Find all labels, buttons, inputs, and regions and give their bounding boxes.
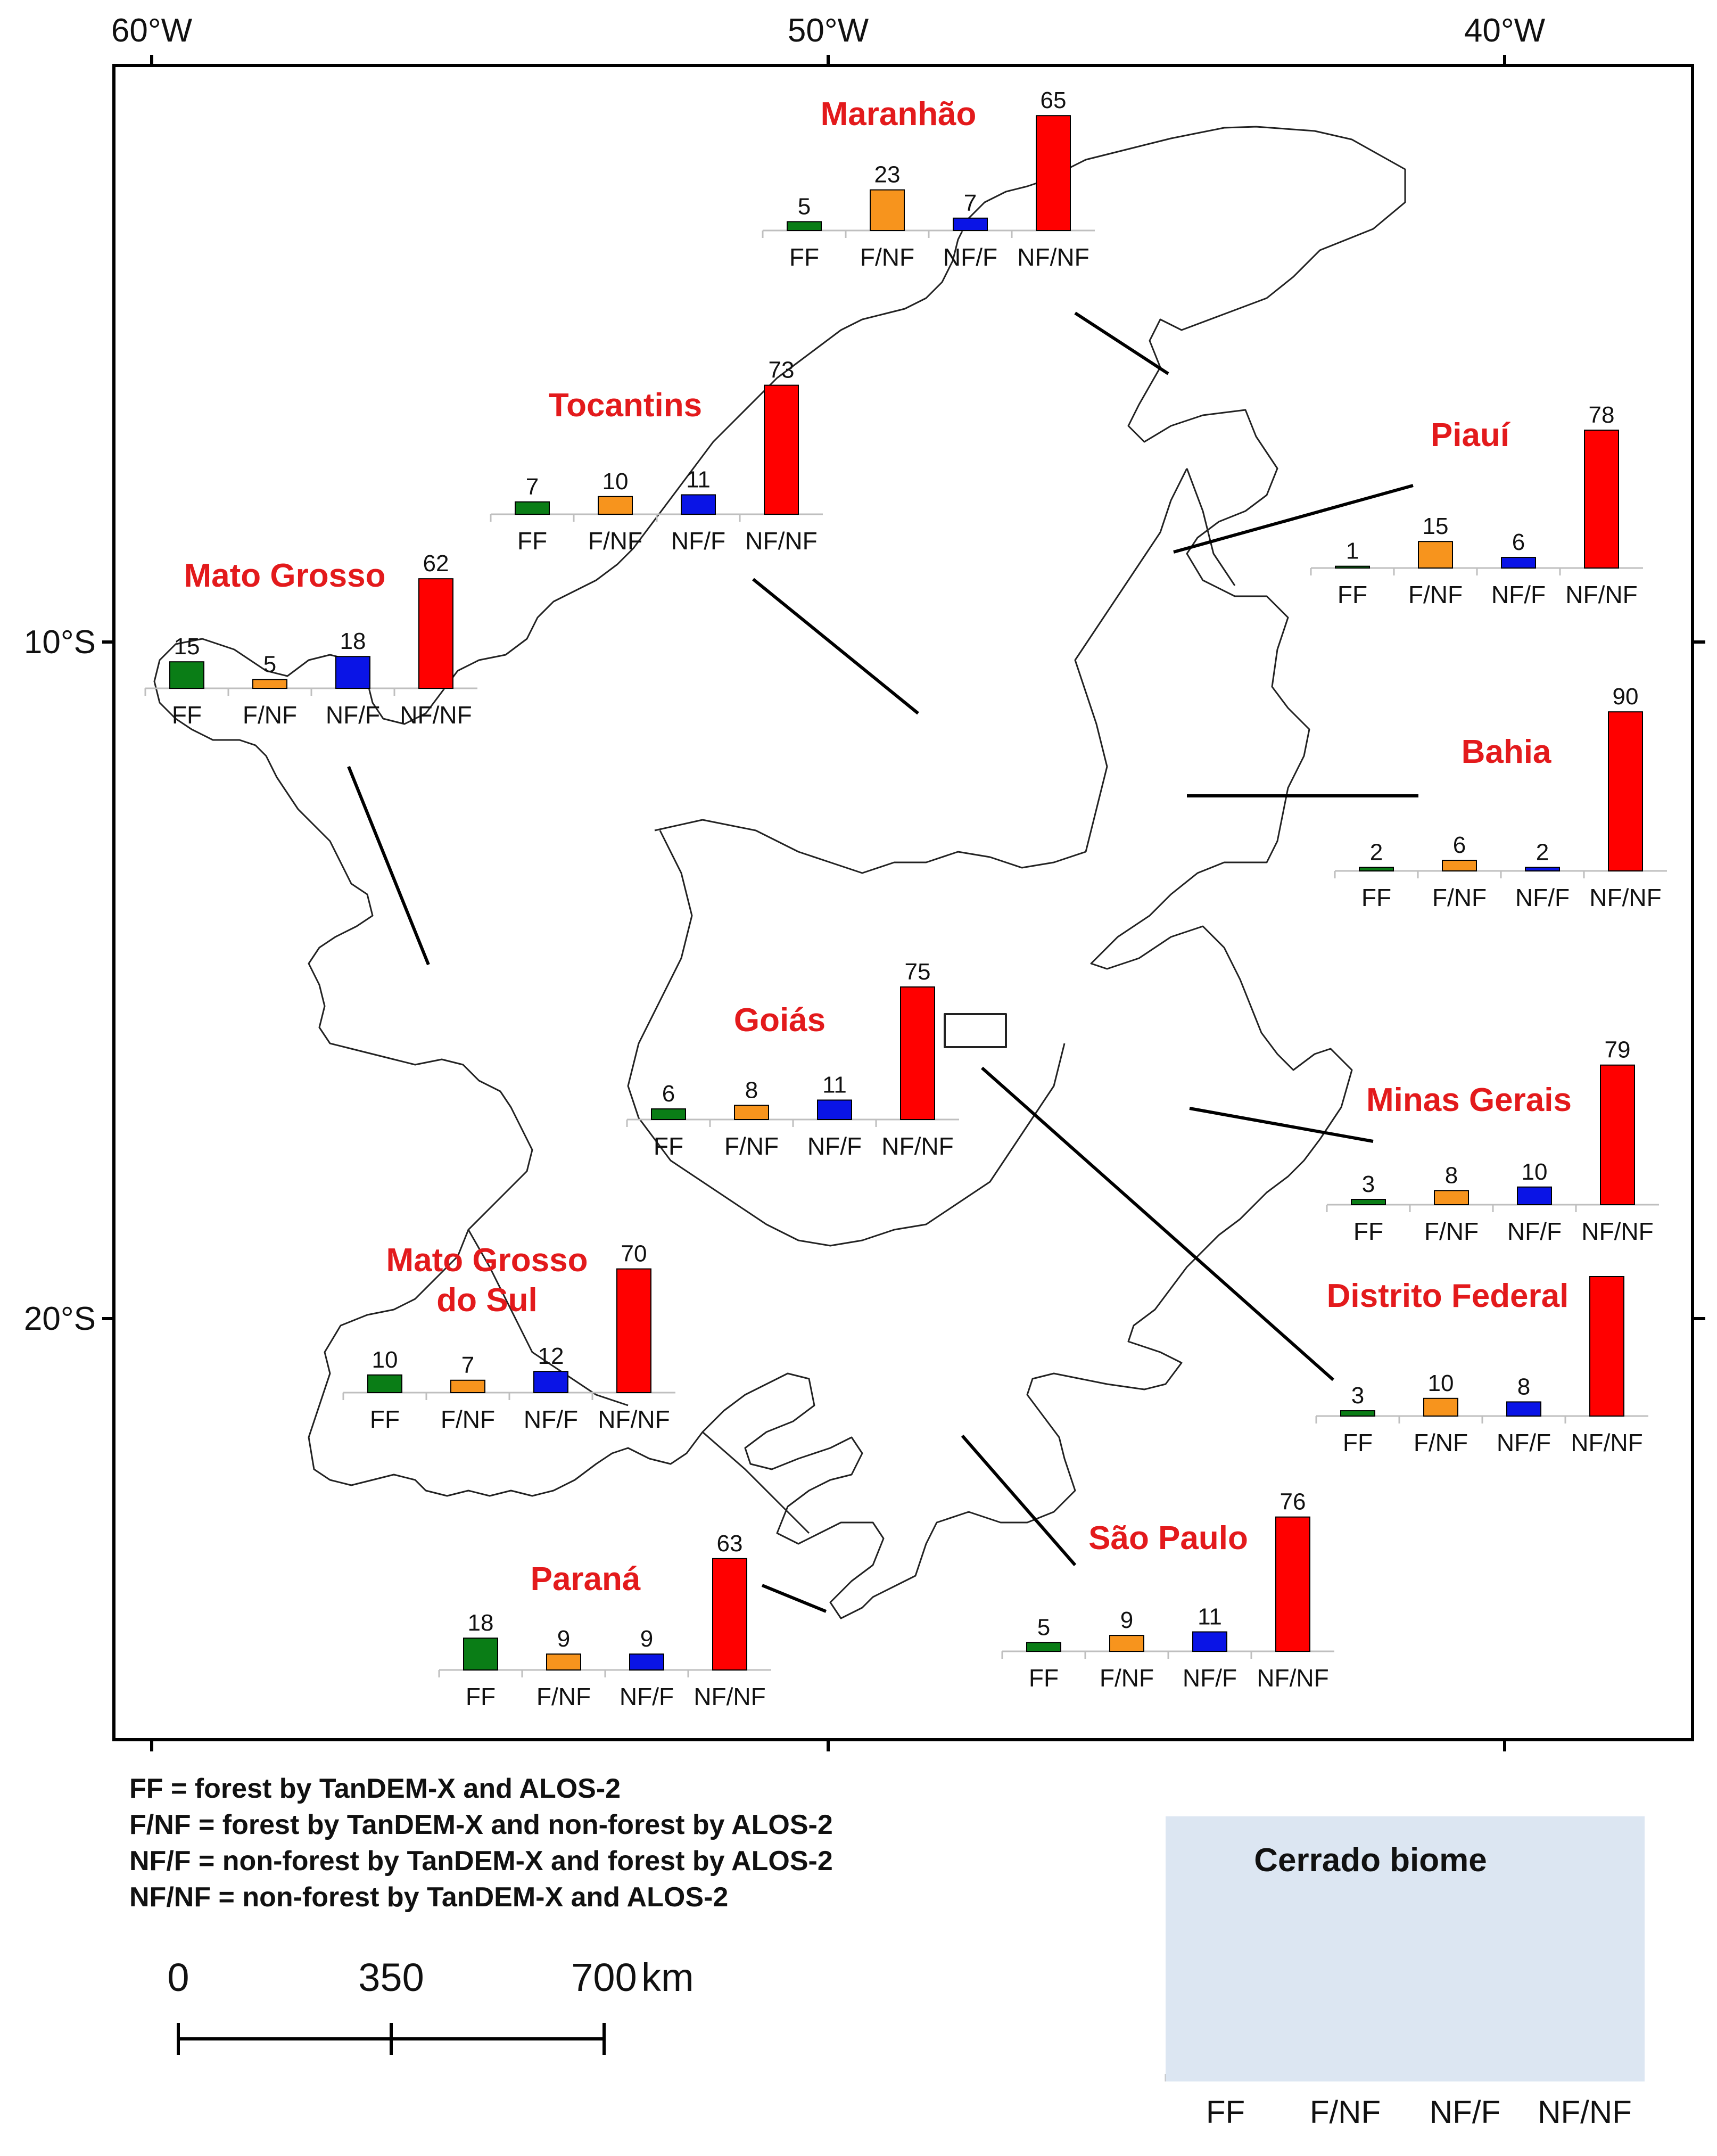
scale-bar xyxy=(167,1955,694,2055)
bar-sao-paulo-1 xyxy=(1110,1635,1144,1651)
bar-value-distrito-federal-2: 8 xyxy=(1517,1373,1531,1400)
category-label-cerrado-biome-3: NF/NF xyxy=(1538,2094,1632,2130)
bar-bahia-0 xyxy=(1359,867,1393,871)
category-label-maranhao-1: F/NF xyxy=(860,243,915,271)
bar-value-maranhao-0: 5 xyxy=(797,193,811,220)
bar-parana-3 xyxy=(713,1559,747,1670)
category-label-maranhao-3: NF/NF xyxy=(1017,243,1089,271)
category-label-distrito-federal-0: FF xyxy=(1342,1429,1373,1456)
bar-value-distrito-federal-0: 3 xyxy=(1351,1383,1365,1409)
scale-bar-line xyxy=(178,2023,604,2055)
bar-distrito-federal-3 xyxy=(1590,1277,1624,1416)
lat-label-10s: 10°S xyxy=(23,624,96,661)
bar-value-parana-3: 63 xyxy=(716,1530,743,1557)
state-label-sao-paulo: São Paulo xyxy=(1088,1520,1248,1557)
legend-line-ff: FF = forest by TanDEM-X and ALOS-2 xyxy=(129,1773,621,1804)
category-label-distrito-federal-2: NF/F xyxy=(1496,1429,1551,1456)
category-label-bahia-0: FF xyxy=(1361,884,1392,911)
lon-label-60w: 60°W xyxy=(111,12,193,49)
bar-value-minas-gerais-1: 8 xyxy=(1444,1162,1458,1189)
definitions-legend xyxy=(129,1773,833,1913)
bar-value-mato-grosso-do-sul-3: 70 xyxy=(621,1240,647,1267)
state-label-bahia: Bahia xyxy=(1461,734,1551,770)
bar-tocantins-1 xyxy=(598,497,632,514)
bar-value-goias-0: 6 xyxy=(662,1081,675,1107)
category-label-piaui-1: F/NF xyxy=(1408,581,1463,608)
bar-value-parana-1: 9 xyxy=(557,1626,571,1652)
category-label-parana-1: F/NF xyxy=(536,1683,591,1710)
bar-value-sao-paulo-1: 9 xyxy=(1120,1607,1134,1634)
state-label-mato-grosso: Mato Grosso xyxy=(184,557,386,594)
bar-parana-1 xyxy=(547,1654,581,1670)
category-label-bahia-2: NF/F xyxy=(1515,884,1570,911)
bar-minas-gerais-3 xyxy=(1600,1065,1635,1205)
bar-goias-1 xyxy=(734,1105,769,1120)
category-label-tocantins-1: F/NF xyxy=(588,527,643,555)
category-label-mato-grosso-do-sul-3: NF/NF xyxy=(598,1405,670,1433)
bar-value-goias-1: 8 xyxy=(745,1077,758,1104)
state-label-minas-gerais: Minas Gerais xyxy=(1366,1082,1572,1118)
bar-minas-gerais-1 xyxy=(1434,1190,1468,1205)
bar-distrito-federal-2 xyxy=(1507,1402,1541,1416)
bar-value-goias-3: 75 xyxy=(904,959,931,985)
bar-distrito-federal-1 xyxy=(1424,1398,1458,1416)
category-label-sao-paulo-2: NF/F xyxy=(1182,1664,1237,1692)
bar-minas-gerais-0 xyxy=(1351,1199,1385,1205)
state-label-distrito-federal: Distrito Federal xyxy=(1326,1278,1569,1314)
bar-value-bahia-1: 6 xyxy=(1452,832,1466,859)
bar-sao-paulo-0 xyxy=(1027,1642,1061,1651)
bar-value-sao-paulo-2: 11 xyxy=(1198,1603,1222,1630)
category-label-mato-grosso-3: NF/NF xyxy=(400,701,472,729)
state-label-goias: Goiás xyxy=(733,1002,826,1039)
category-label-sao-paulo-0: FF xyxy=(1028,1664,1059,1692)
category-label-distrito-federal-3: NF/NF xyxy=(1571,1429,1643,1456)
category-label-cerrado-biome-0: FF xyxy=(1206,2094,1245,2130)
bar-value-mato-grosso-do-sul-1: 7 xyxy=(461,1352,475,1378)
bar-value-piaui-2: 6 xyxy=(1512,529,1525,556)
bar-value-bahia-0: 2 xyxy=(1369,839,1383,866)
bar-maranhao-1 xyxy=(870,190,904,231)
bar-tocantins-3 xyxy=(764,385,798,514)
cerrado-biome-title: Cerrado biome xyxy=(1254,1842,1487,1879)
bar-goias-3 xyxy=(901,987,935,1120)
bar-tocantins-2 xyxy=(681,495,715,514)
bar-mato-grosso-do-sul-2 xyxy=(534,1371,568,1393)
bar-value-minas-gerais-0: 3 xyxy=(1361,1171,1375,1198)
category-label-cerrado-biome-1: F/NF xyxy=(1309,2094,1381,2130)
bar-value-mato-grosso-3: 62 xyxy=(423,550,449,577)
bar-value-tocantins-0: 7 xyxy=(525,473,539,500)
lon-label-50w: 50°W xyxy=(787,12,869,49)
scale-unit-label: km xyxy=(641,1955,694,1999)
bar-sao-paulo-3 xyxy=(1276,1517,1310,1651)
bar-maranhao-3 xyxy=(1036,116,1070,231)
bar-sao-paulo-2 xyxy=(1193,1632,1227,1651)
category-label-distrito-federal-1: F/NF xyxy=(1413,1429,1468,1456)
state-label-ms-line2: do Sul xyxy=(436,1282,538,1319)
bar-mato-grosso-3 xyxy=(419,579,453,688)
bar-value-maranhao-2: 7 xyxy=(963,190,977,216)
bar-value-piaui-1: 15 xyxy=(1422,513,1449,540)
scale-tick-label-0: 0 xyxy=(167,1955,189,1999)
category-label-goias-3: NF/NF xyxy=(881,1132,954,1160)
category-label-parana-3: NF/NF xyxy=(694,1683,766,1710)
category-label-minas-gerais-1: F/NF xyxy=(1424,1217,1479,1245)
bar-value-bahia-2: 2 xyxy=(1536,839,1549,866)
category-label-tocantins-3: NF/NF xyxy=(745,527,818,555)
bar-value-goias-2: 11 xyxy=(822,1072,847,1098)
state-label-ms-line1: Mato Grosso xyxy=(386,1242,588,1279)
category-label-bahia-3: NF/NF xyxy=(1589,884,1662,911)
lat-label-20s: 20°S xyxy=(23,1301,96,1337)
bar-mato-grosso-do-sul-0 xyxy=(368,1375,402,1393)
lon-label-40w: 40°W xyxy=(1464,12,1546,49)
bar-goias-2 xyxy=(818,1100,852,1120)
scale-tick-label-700: 700 xyxy=(571,1955,637,1999)
category-label-mato-grosso-do-sul-2: NF/F xyxy=(523,1405,579,1433)
bar-mato-grosso-2 xyxy=(336,656,370,688)
bar-bahia-1 xyxy=(1442,860,1476,871)
legend-line-nff: NF/F = non-forest by TanDEM-X and forest by ALOS-2 xyxy=(129,1846,833,1877)
bar-value-minas-gerais-2: 10 xyxy=(1521,1158,1548,1185)
category-label-minas-gerais-2: NF/F xyxy=(1507,1217,1562,1245)
category-label-piaui-2: NF/F xyxy=(1491,581,1546,608)
bar-value-maranhao-3: 65 xyxy=(1040,87,1067,114)
bar-parana-0 xyxy=(464,1638,498,1670)
legend-line-nfnf: NF/NF = non-forest by TanDEM-X and ALOS-2 xyxy=(129,1882,729,1913)
bar-value-sao-paulo-0: 5 xyxy=(1037,1614,1051,1641)
legend-line-fnf: F/NF = forest by TanDEM-X and non-forest by ALOS-2 xyxy=(129,1809,833,1840)
bar-value-tocantins-2: 11 xyxy=(686,466,711,493)
category-label-sao-paulo-1: F/NF xyxy=(1099,1664,1154,1692)
category-label-mato-grosso-1: F/NF xyxy=(242,701,298,729)
bar-piaui-0 xyxy=(1335,566,1369,568)
state-label-tocantins: Tocantins xyxy=(548,387,703,424)
bar-bahia-2 xyxy=(1525,867,1559,871)
category-label-mato-grosso-0: FF xyxy=(171,701,202,729)
state-label-piaui: Piauí xyxy=(1430,417,1510,454)
bar-value-tocantins-1: 10 xyxy=(602,468,629,495)
bar-mato-grosso-0 xyxy=(170,662,204,688)
bar-distrito-federal-0 xyxy=(1341,1411,1375,1416)
bar-mato-grosso-1 xyxy=(253,679,287,688)
bar-piaui-2 xyxy=(1501,557,1536,568)
bar-value-distrito-federal-1: 10 xyxy=(1427,1370,1454,1396)
category-label-parana-0: FF xyxy=(465,1683,496,1710)
category-label-minas-gerais-0: FF xyxy=(1353,1217,1384,1245)
bar-tocantins-0 xyxy=(515,502,549,514)
scale-tick-label-350: 350 xyxy=(358,1955,424,1999)
category-label-tocantins-2: NF/F xyxy=(671,527,726,555)
bar-value-piaui-0: 1 xyxy=(1345,538,1359,564)
bar-value-sao-paulo-3: 76 xyxy=(1280,1488,1306,1515)
bar-maranhao-0 xyxy=(787,221,821,231)
category-label-mato-grosso-2: NF/F xyxy=(325,701,381,729)
bar-minas-gerais-2 xyxy=(1517,1187,1551,1205)
bar-mato-grosso-do-sul-3 xyxy=(617,1269,651,1393)
bar-value-mato-grosso-2: 18 xyxy=(340,628,366,655)
state-label-parana: Paraná xyxy=(530,1561,641,1598)
bar-value-parana-0: 18 xyxy=(467,1610,494,1636)
bar-value-tocantins-3: 73 xyxy=(768,357,795,383)
bar-piaui-1 xyxy=(1418,541,1452,568)
category-label-maranhao-0: FF xyxy=(789,243,820,271)
bar-value-parana-2: 9 xyxy=(640,1626,654,1652)
bar-bahia-3 xyxy=(1608,712,1642,871)
bar-value-mato-grosso-1: 5 xyxy=(263,651,277,678)
category-label-goias-0: FF xyxy=(653,1132,684,1160)
bar-piaui-3 xyxy=(1584,430,1619,568)
category-label-goias-1: F/NF xyxy=(724,1132,779,1160)
category-label-mato-grosso-do-sul-0: FF xyxy=(369,1405,400,1433)
bar-value-piaui-3: 78 xyxy=(1588,402,1615,429)
bar-parana-2 xyxy=(630,1654,664,1670)
category-label-parana-2: NF/F xyxy=(619,1683,674,1710)
category-label-tocantins-0: FF xyxy=(517,527,548,555)
category-label-maranhao-2: NF/F xyxy=(943,243,998,271)
bar-value-maranhao-1: 23 xyxy=(874,161,901,188)
category-label-mato-grosso-do-sul-1: F/NF xyxy=(440,1405,496,1433)
bar-value-mato-grosso-do-sul-2: 12 xyxy=(538,1343,564,1370)
category-label-goias-2: NF/F xyxy=(807,1132,862,1160)
bar-goias-0 xyxy=(651,1109,686,1120)
bar-maranhao-2 xyxy=(953,218,987,231)
category-label-minas-gerais-3: NF/NF xyxy=(1581,1217,1654,1245)
bar-value-mato-grosso-0: 15 xyxy=(174,633,200,660)
bar-value-bahia-3: 90 xyxy=(1612,684,1639,710)
category-label-cerrado-biome-2: NF/F xyxy=(1429,2094,1501,2130)
category-label-bahia-1: F/NF xyxy=(1432,884,1487,911)
bar-value-mato-grosso-do-sul-0: 10 xyxy=(372,1346,398,1373)
category-label-sao-paulo-3: NF/NF xyxy=(1257,1664,1329,1692)
state-label-maranhao: Maranhão xyxy=(820,96,977,133)
bar-mato-grosso-do-sul-1 xyxy=(451,1380,485,1393)
category-label-piaui-3: NF/NF xyxy=(1565,581,1638,608)
category-label-piaui-0: FF xyxy=(1337,581,1368,608)
bar-value-minas-gerais-3: 79 xyxy=(1604,1036,1631,1063)
